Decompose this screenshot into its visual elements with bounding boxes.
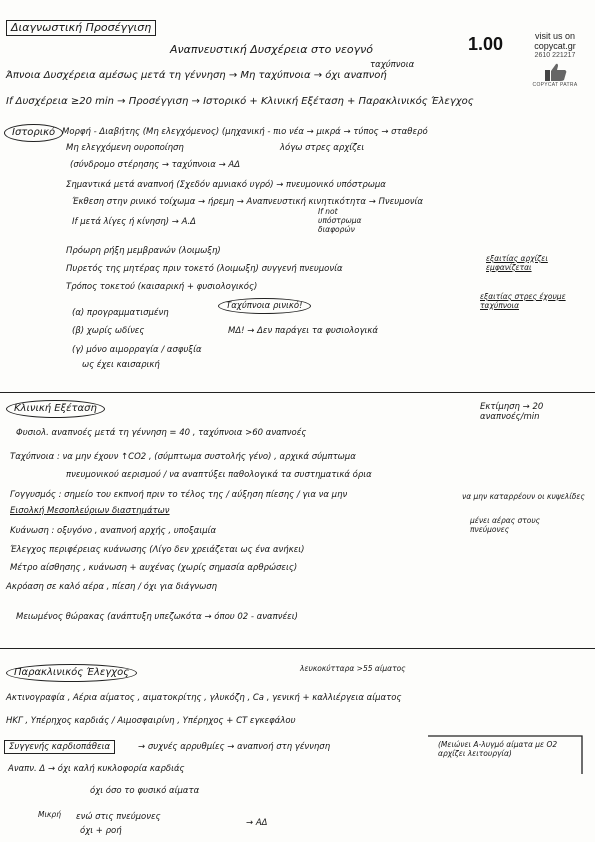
history-label: Ιστορικό xyxy=(4,124,63,142)
history-line: (γ) μόνο αιμορραγία / ασφυξία xyxy=(72,345,202,355)
section-divider xyxy=(0,392,595,393)
tests-line: Ακτινογραφία , Αέρια αίματος , αιματοκρίτης , γλυκόζη , Ca , γενική + καλλιέργεια αίματος xyxy=(6,693,402,703)
exam-line: Μέτρο αίσθησης , κυάνωση + αυχένας (χωρίς σημασία αρθρώσεις) xyxy=(10,563,298,573)
section-divider xyxy=(0,648,595,649)
history-line: Μη ελεγχόμενη ουροποίηση xyxy=(66,143,184,153)
if-not-note: If not υπόστρωμα διαφορών xyxy=(318,207,362,234)
cardio-note-box xyxy=(426,734,586,776)
header-line-2: If Δυσχέρεια ≥20 min → Προσέγγιση → Ιστορικό + Κλινική Εξέταση + Παρακλινικός Έλεγχος xyxy=(6,96,474,107)
history-line: Πυρετός της μητέρας πριν τοκετό (λοιμωξη) συγγενή πνευμονία xyxy=(66,264,343,274)
stamp-line-1: visit us on xyxy=(534,31,576,41)
exam-line: Ταχύπνοια : να μην έχουν ↑CO2 , (σύμπτωμα συστολής γένο) , αρχικά σύμπτωμα xyxy=(10,452,356,462)
tests-note-above: λευκοκύτταρα >55 αίματος xyxy=(300,664,406,673)
tests-line: ΗΚΓ , Υπέρηχος καρδιάς / Αιμοσφαιρίνη , Υπέρηχος + CT εγκεφάλου xyxy=(6,716,296,726)
history-line: Έκθεση στην ρινικό τοίχωμα → ήρεμη → Αναπνευστική κινητικότητα → Πνευμονία xyxy=(72,197,424,207)
page-subtitle: Αναπνευστική Δυσχέρεια στο νεογνό xyxy=(170,43,374,56)
cardio-sub-line: όχι όσο το φυσικό αίματα xyxy=(90,786,200,796)
header-line-1: Άπνοια Δυσχέρεια αμέσως μετά τη γέννηση → Μη ταχύπνοια → όχι αναπνοή xyxy=(6,70,387,81)
exam-line: Μειωμένος θώρακας (ανάπτυξη υπεζωκότα → όπου 02 - αναπνέει) xyxy=(16,612,298,622)
exam-line: Κυάνωση : οξυγόνο , αναπνοή αρχής , υποξαιμία xyxy=(10,526,217,536)
cardio-sub-line: Αναπν. Δ → όχι καλή κυκλοφορία καρδιάς xyxy=(8,764,185,774)
copycat-stamp xyxy=(520,31,590,88)
lung-air-note: μένει αέρας στους πνεύμονες xyxy=(470,516,541,534)
stamp-logo-text: COPYCAT PATRA xyxy=(532,82,578,88)
stamp-line-2: copycat.gr xyxy=(534,41,576,51)
history-line: Μορφή - Διαβήτης (Μη ελεγχόμενος) (μηχανική - πιο νέα → μικρά → τύπος → σταθερό xyxy=(62,127,428,137)
mad-note: ΜΔ! → Δεν παράγει τα φυσιολογικά xyxy=(228,326,379,336)
history-line: Σημαντικά μετά αναπνοή (Σχεδόν αμνιακό υγρό) → πνευμονικό υπόστρωμα xyxy=(66,180,386,190)
tests-label: Παρακλινικός Έλεγχος xyxy=(6,664,137,682)
cardio-box-text: → συχνές αρρυθμίες → αναπνοή στη γέννηση xyxy=(138,742,331,752)
right-note-1: εξαιτίας αρχίζει εμφανίζεται xyxy=(486,254,548,272)
history-line: (σύνδρομο στέρησης → ταχύπνοια → ΑΔ xyxy=(70,160,241,170)
cardio-sub-line: → ΑΔ xyxy=(246,818,268,828)
tachypnea-note: ταχύπνοια xyxy=(370,60,415,70)
margin-note: Μικρή xyxy=(38,810,61,819)
exam-line: Ακρόαση σε καλό αέρα , πίεση / όχι για διάγνωση xyxy=(6,582,218,592)
right-note-2: εξαιτίας στρες έχουμε ταχύπνοια xyxy=(480,292,566,310)
history-line: (α) προγραμματισμένη xyxy=(72,308,169,318)
cardio-sub-line: όχι + ροή xyxy=(80,826,122,836)
history-line: ως έχει καισαρική xyxy=(82,360,160,370)
exam-line: Φυσιολ. αναπνοές μετά τη γέννηση = 40 , ταχύπνοια >60 αναπνοές xyxy=(16,428,307,438)
tachypnea-oval: Ταχύπνοια ρινικό! xyxy=(218,298,311,314)
thumbs-up-icon xyxy=(541,62,569,82)
history-line: If μετά λίγες ή κίνηση) → Α.Δ xyxy=(72,217,196,227)
history-line: Πρόωρη ρήξη μεμβρανών (λοιμωξη) xyxy=(66,246,221,256)
score-value: 1.00 xyxy=(468,34,504,54)
exam-side-note: Εκτίμηση → 20 αναπνοές/min xyxy=(480,402,544,422)
exam-line: πνευμονικού αερισμού / να αναπτύξει παθολογικά τα συστηματικά όρια xyxy=(66,470,372,480)
stress-note: λόγω στρες αρχίζει xyxy=(280,143,365,153)
history-line: (β) χωρίς ωδίνες xyxy=(72,326,145,336)
exam-line: Έλεγχος περιφέρειας κυάνωσης (Λίγο δεν χρειάζεται ως ένα ανήκει) xyxy=(10,545,305,555)
stamp-phone: 2610 221217 xyxy=(534,52,576,59)
cardio-box-title: Συγγενής καρδιοπάθεια xyxy=(4,740,115,754)
exam-label: Κλινική Εξέταση xyxy=(6,400,105,418)
history-line: Τρόπος τοκετού (καισαρική + φυσιολογικός) xyxy=(66,282,258,292)
exam-line: Γογγυσμός : σημείο του εκπνοή πριν το τέλος της / αύξηση πίεσης / για να μην xyxy=(10,490,348,500)
cardio-sub-line: ενώ στις πνεύμονες xyxy=(76,812,161,822)
collapse-note: να μην καταρρέουν οι κυψελίδες xyxy=(462,492,585,501)
exam-line: Εισολκή Μεσοπλεύριων διαστημάτων xyxy=(10,506,170,516)
page-title: Διαγνωστική Προσέγγιση xyxy=(6,20,156,36)
cardio-right-note: (Μειώνει Α-λυγμό αίματα με Ο2 αρχίζει λειτουργία) xyxy=(438,740,558,758)
